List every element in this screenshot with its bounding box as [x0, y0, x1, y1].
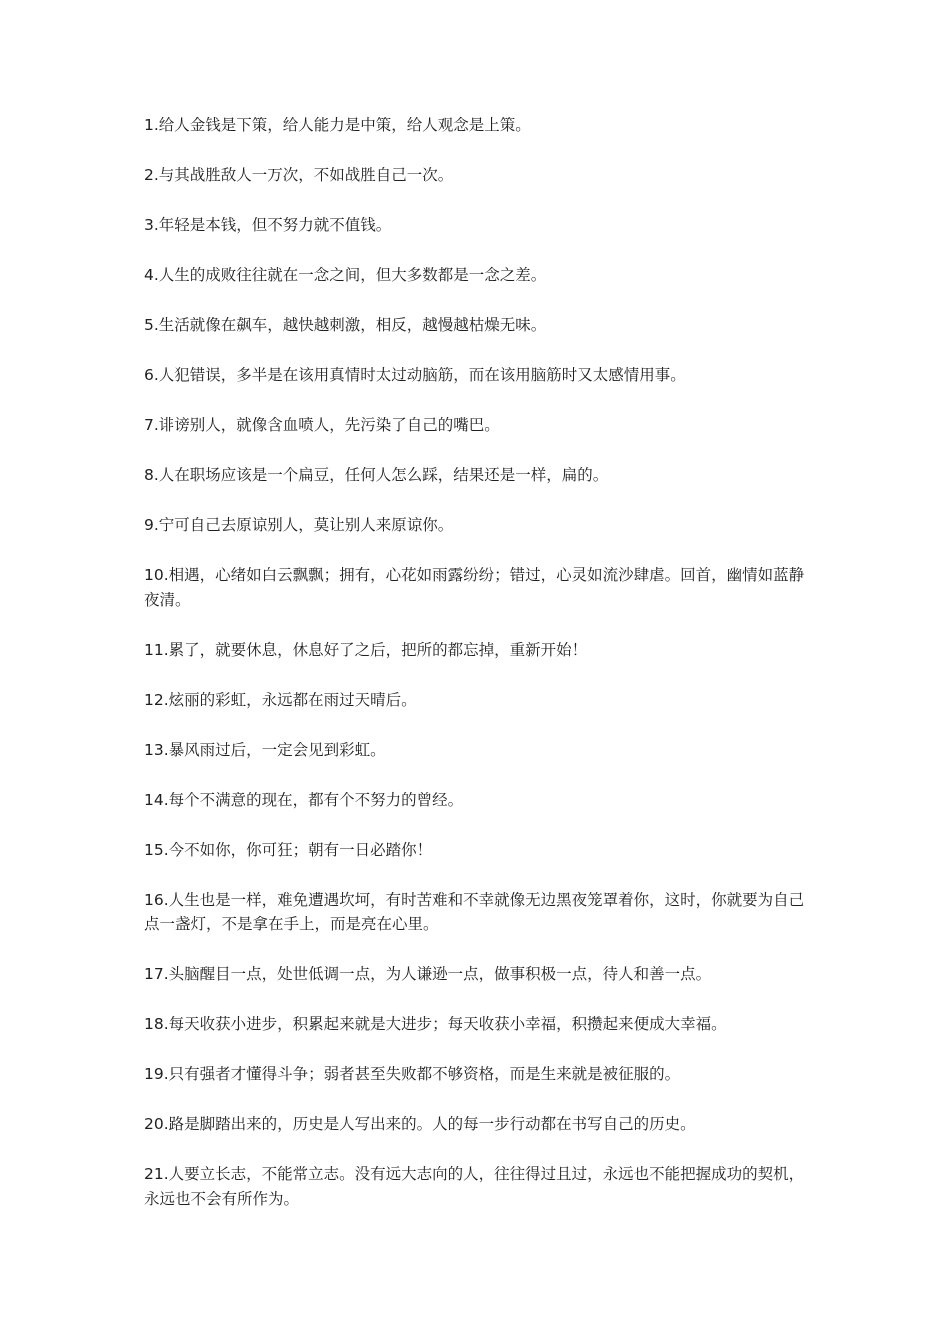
quote-paragraph: 2.与其战胜敌人一万次，不如战胜自己一次。: [144, 166, 454, 184]
quote-paragraph: 16.人生也是一样，难免遭遇坎坷，有时苦难和不幸就像无边黑夜笼罩着你，这时，你就要为自己点一盏灯，不是拿在手上，而是亮在心里。: [144, 890, 805, 933]
quote-list: [144, 113, 810, 1237]
quote-paragraph: 3.年轻是本钱，但不努力就不值钱。: [144, 216, 392, 234]
quote-paragraph: 18.每天收获小进步，积累起来就是大进步；每天收获小幸福，积攒起来便成大幸福。: [144, 1015, 727, 1033]
quote-paragraph: 10.相遇，心绪如白云飘飘；拥有，心花如雨露纷纷；错过，心灵如流沙肆虐。回首，幽情如蓝静夜清。: [144, 566, 805, 609]
quote-paragraph: 9.宁可自己去原谅别人，莫让别人来原谅你。: [144, 516, 454, 534]
quote-paragraph: 21.人要立长志，不能常立志。没有远大志向的人，往往得过且过，永远也不能把握成功的契机，永远也不会有所作为。: [144, 1165, 805, 1208]
quote-paragraph: 12.炫丽的彩虹，永远都在雨过天晴后。: [144, 690, 417, 709]
quote-paragraph: 8.人在职场应该是一个扁豆，任何人怎么踩，结果还是一样，扁的。: [144, 466, 609, 484]
quote-paragraph: 6.人犯错误，多半是在该用真情时太过动脑筋，而在该用脑筋时又太感情用事。: [144, 366, 686, 384]
quote-paragraph: 20.路是脚踏出来的，历史是人写出来的。人的每一步行动都在书写自己的历史。: [144, 1115, 696, 1133]
quote-paragraph: 5.生活就像在飙车，越快越刺激，相反，越慢越枯燥无味。: [144, 316, 547, 334]
quote-paragraph: 15.今不如你，你可狂；朝有一日必踏你！: [144, 840, 433, 859]
quote-paragraph: 14.每个不满意的现在，都有个不努力的曾经。: [144, 790, 464, 809]
quote-paragraph: 11.累了，就要休息，休息好了之后，把所的都忘掉，重新开始！: [144, 640, 588, 659]
quote-paragraph: 4.人生的成败往往就在一念之间，但大多数都是一念之差。: [144, 266, 547, 284]
quote-paragraph: 17.头脑醒目一点，处世低调一点，为人谦逊一点，做事积极一点，待人和善一点。: [144, 965, 712, 983]
quote-paragraph: 13.暴风雨过后，一定会见到彩虹。: [144, 740, 386, 759]
quote-paragraph: 1.给人金钱是下策，给人能力是中策，给人观念是上策。: [144, 116, 531, 134]
quote-paragraph: 19.只有强者才懂得斗争；弱者甚至失败都不够资格，而是生来就是被征服的。: [144, 1065, 681, 1083]
quote-paragraph: 7.诽谤别人，就像含血喷人，先污染了自己的嘴巴。: [144, 416, 500, 434]
